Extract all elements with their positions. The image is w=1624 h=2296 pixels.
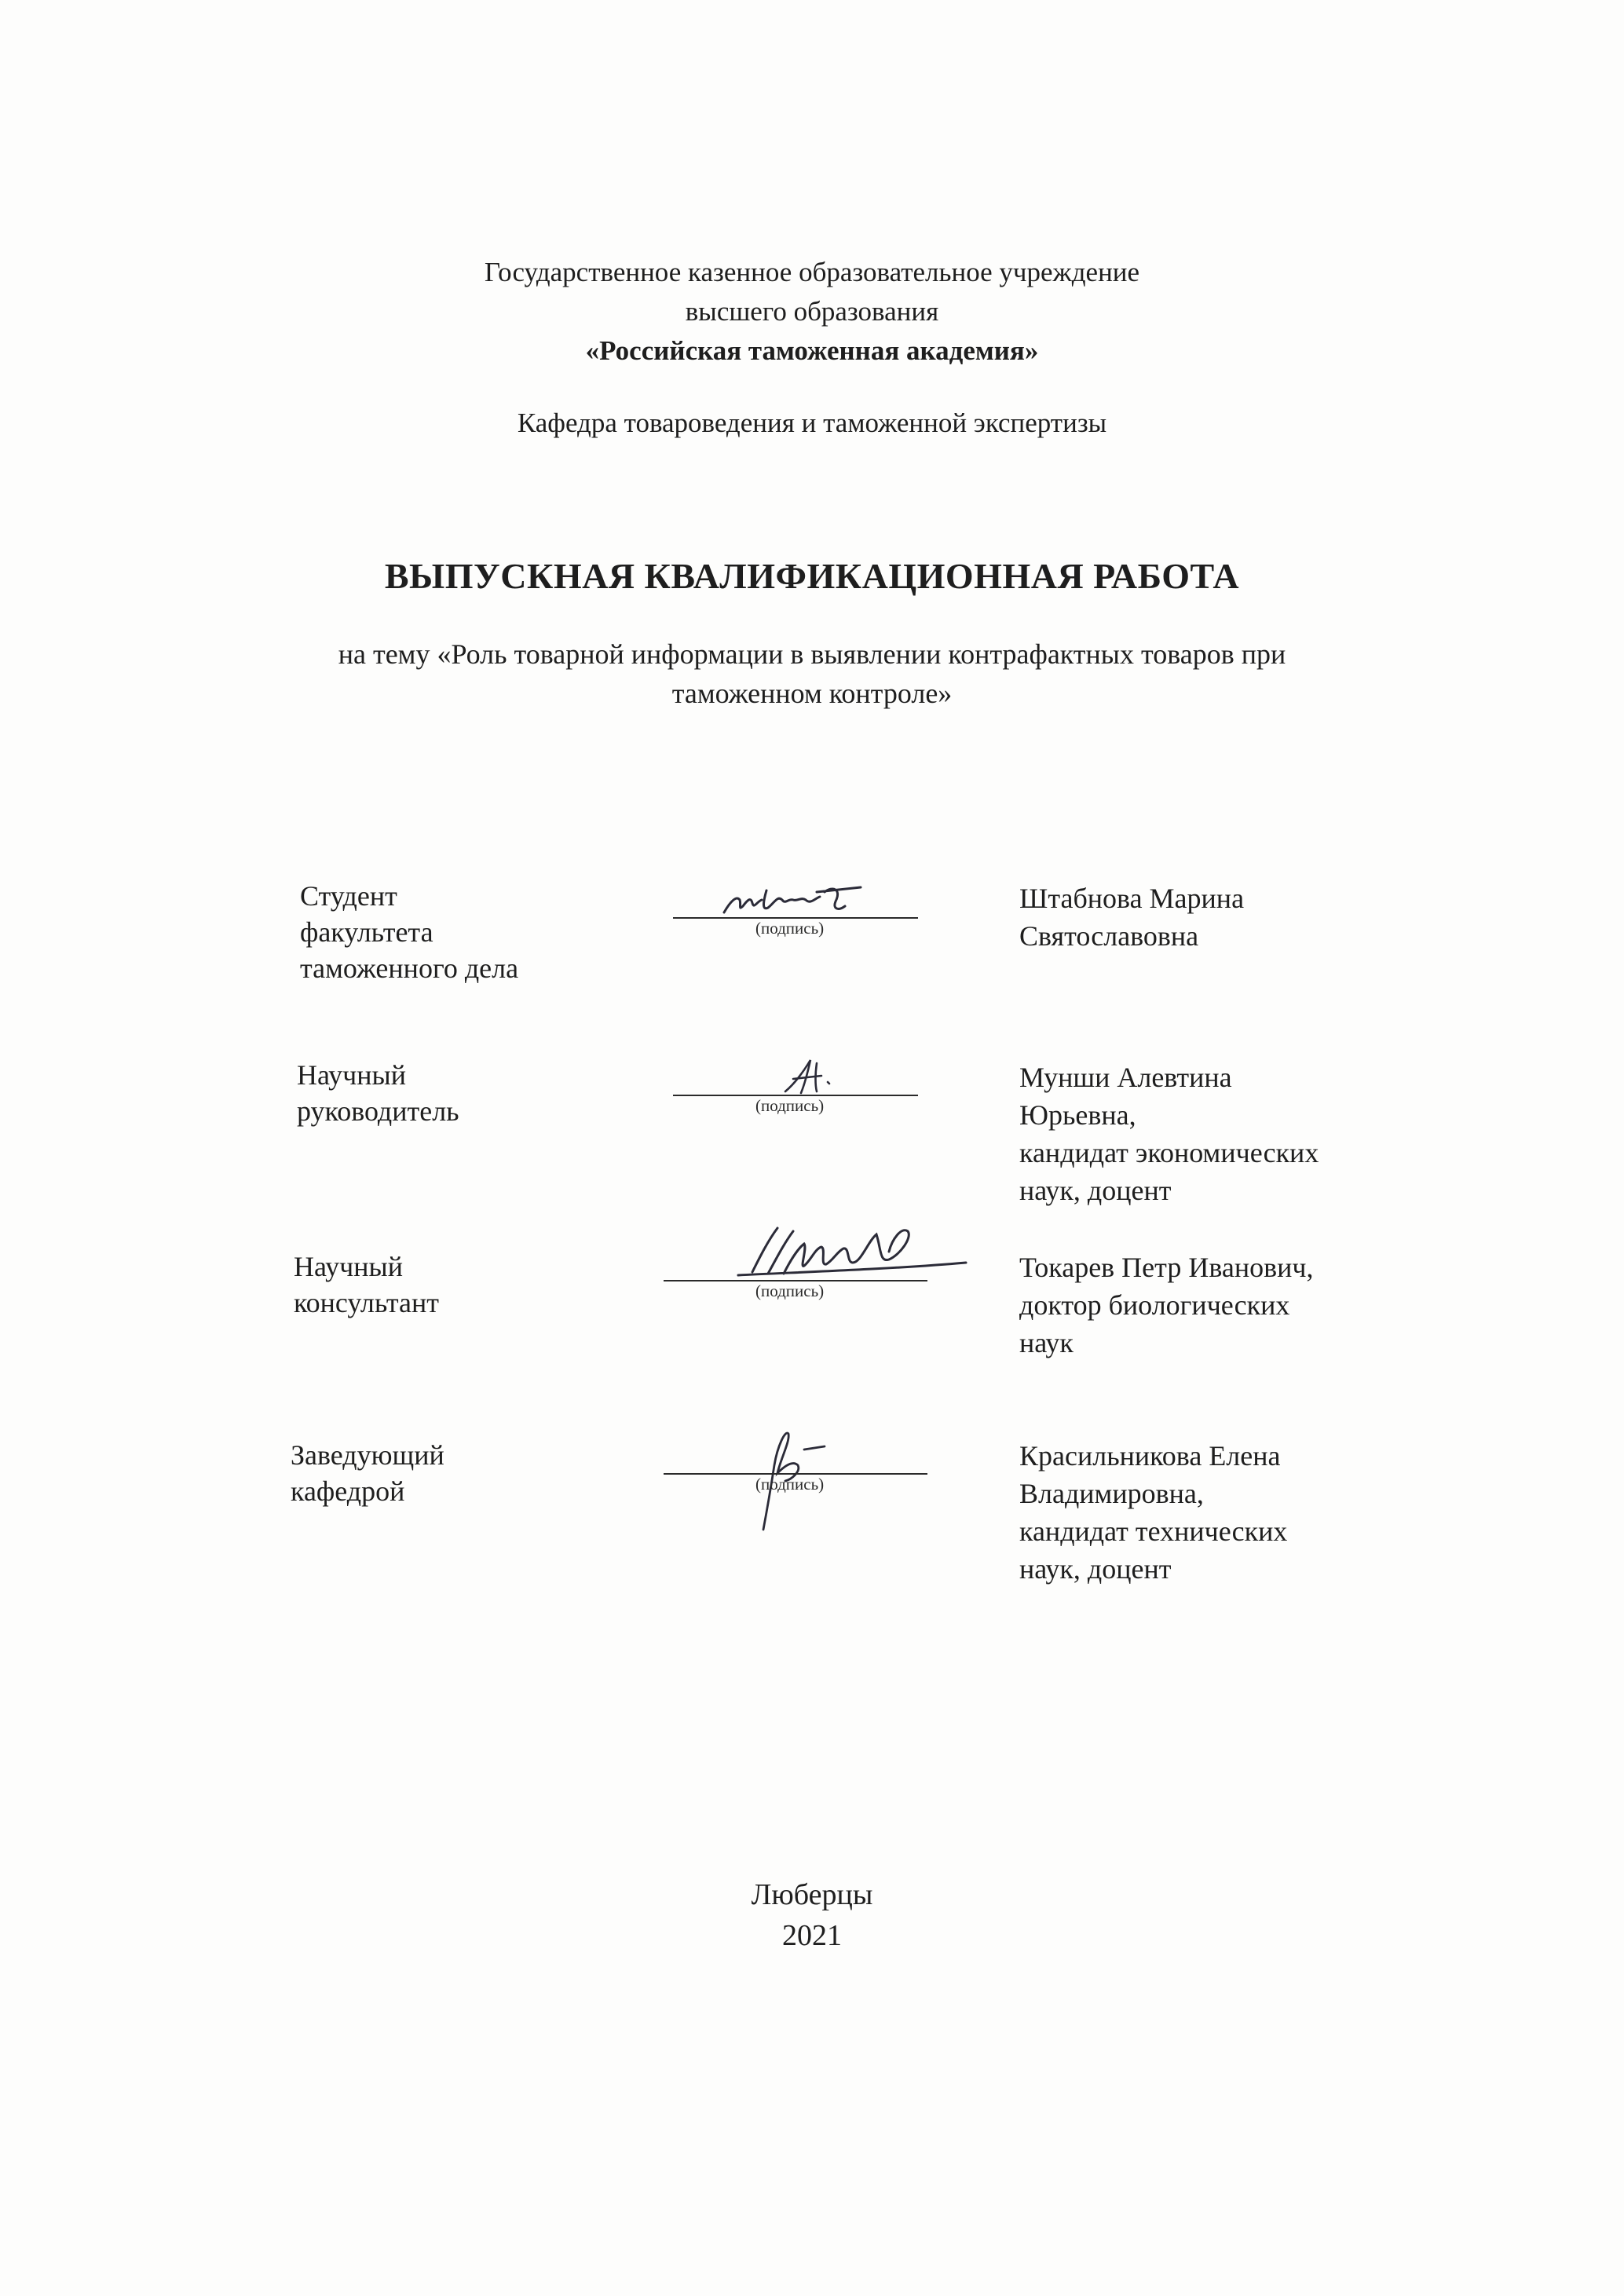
person-line: Штабнова Марина <box>1019 883 1245 914</box>
role-line: факультета <box>300 916 433 948</box>
year: 2021 <box>782 1919 842 1952</box>
role-line: Научный <box>294 1251 403 1282</box>
role-line: Научный <box>297 1059 406 1091</box>
topic-line-2: таможенном контроле» <box>671 678 953 709</box>
person-line: Токарев Петр Иванович, <box>1019 1252 1314 1283</box>
role-line: Заведующий <box>291 1439 444 1471</box>
role-student <box>300 878 518 986</box>
institution-name: «Российская таможенная академия» <box>585 335 1039 366</box>
person-supervisor <box>1019 1058 1319 1209</box>
person-line: наук, доцент <box>1019 1175 1172 1206</box>
city: Люберцы <box>751 1878 873 1911</box>
person-student <box>1019 879 1244 955</box>
person-line: доктор биологических <box>1019 1289 1290 1321</box>
department-name: Кафедра товароведения и таможенной экспертизы <box>517 408 1107 438</box>
role-line: таможенного дела <box>300 952 519 984</box>
handwritten-signature <box>707 1217 974 1296</box>
role-supervisor <box>297 1057 459 1129</box>
role-line: руководитель <box>297 1095 459 1127</box>
institution-line-1: Государственное казенное образовательное учреждение <box>484 257 1140 287</box>
person-line: наук <box>1019 1327 1074 1358</box>
document-title: ВЫПУСКНАЯ КВАЛИФИКАЦИОННАЯ РАБОТА <box>384 556 1240 596</box>
institution-line-2: высшего образования <box>685 296 939 327</box>
person-line: кандидат экономических <box>1019 1137 1319 1168</box>
person-line: Святославовна <box>1019 920 1199 952</box>
role-line: консультант <box>294 1287 440 1318</box>
signature-caption: (подпись) <box>755 1281 825 1300</box>
person-line: Красильникова Елена <box>1019 1440 1281 1472</box>
person-consultant <box>1019 1249 1313 1362</box>
signature-caption: (подпись) <box>755 919 825 938</box>
person-line: наук, доцент <box>1019 1553 1172 1585</box>
person-line: Мунши Алевтина <box>1019 1062 1232 1093</box>
topic-line-1: на тему «Роль товарной информации в выявлении контрафактных товаров при <box>338 638 1286 670</box>
signature-caption: (подпись) <box>755 1475 825 1493</box>
person-line: Владимировна, <box>1019 1478 1204 1509</box>
role-line: кафедрой <box>291 1475 405 1507</box>
role-consultant <box>294 1249 439 1321</box>
role-line: Студент <box>300 880 397 912</box>
person-line: Юрьевна, <box>1019 1099 1136 1131</box>
role-head-of-department <box>291 1437 444 1509</box>
person-head-of-department <box>1019 1437 1287 1588</box>
signature-caption: (подпись) <box>755 1096 825 1115</box>
person-line: кандидат технических <box>1019 1515 1288 1547</box>
